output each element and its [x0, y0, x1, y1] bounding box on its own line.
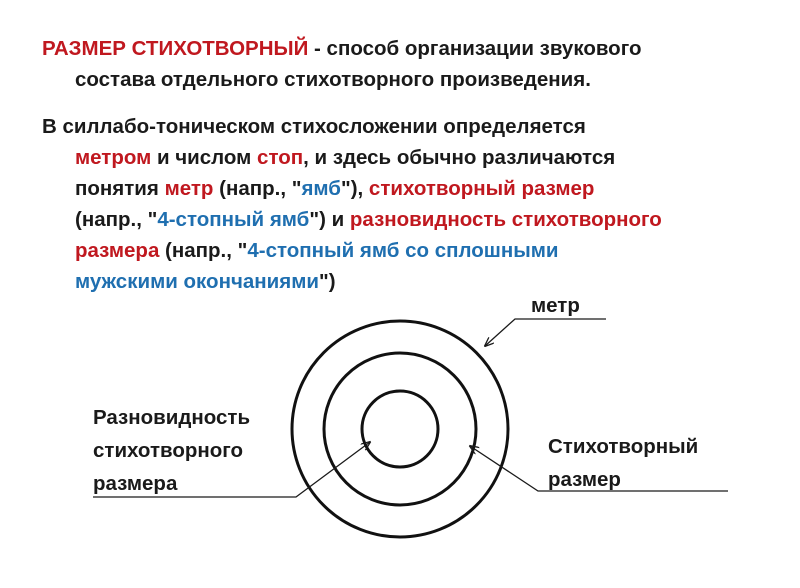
term-metr: метр — [164, 177, 214, 200]
explanation-text: (напр., " — [159, 239, 248, 262]
explanation-text: "), — [340, 177, 369, 200]
explanation-text: ") и — [309, 208, 350, 231]
middle-circle-razmer — [324, 353, 476, 505]
term-stop: стоп — [257, 146, 304, 169]
label-razmer-2: размер — [548, 468, 621, 491]
label-raznovidnost-1: Разновидность — [93, 406, 251, 429]
example-yamb: ямб — [301, 177, 341, 200]
term-title: РАЗМЕР СТИХОТВОРНЫЙ — [42, 37, 309, 60]
label-razmer-1: Стихотворный — [548, 435, 699, 458]
definition-text-cont: состава отдельного стихотворного произведения. — [75, 68, 591, 91]
label-raznovidnost-3: размера — [93, 472, 178, 495]
explanation-text: и числом — [151, 146, 258, 169]
inner-circle-raznovidnost — [362, 391, 438, 467]
term-razmera: размера — [75, 239, 160, 262]
term-raznovidnost: разновидность стихотворного — [349, 208, 662, 231]
label-metr: метр — [531, 294, 580, 317]
term-metrom: метром — [75, 146, 152, 169]
explanation-text: понятия — [75, 177, 165, 200]
term-razmer: стихотворный размер — [368, 177, 595, 200]
label-raznovidnost-2: стихотворного — [93, 439, 244, 462]
explanation-text: (напр., " — [75, 208, 158, 231]
explanation-text: , и здесь обычно различаются — [303, 146, 616, 169]
example-full-cont: мужскими окончаниями — [75, 270, 319, 293]
explanation-text: В силлабо-тоническом стихосложении определяется — [42, 115, 586, 138]
definition-text: - способ организации звукового — [308, 37, 642, 60]
example-full: 4-стопный ямб со сплошными — [247, 239, 559, 262]
explanation-text: ") — [318, 270, 336, 293]
leader-line-metr — [485, 319, 606, 346]
example-4-yamb: 4-стопный ямб — [157, 208, 310, 231]
explanation-text: (напр., " — [213, 177, 302, 200]
